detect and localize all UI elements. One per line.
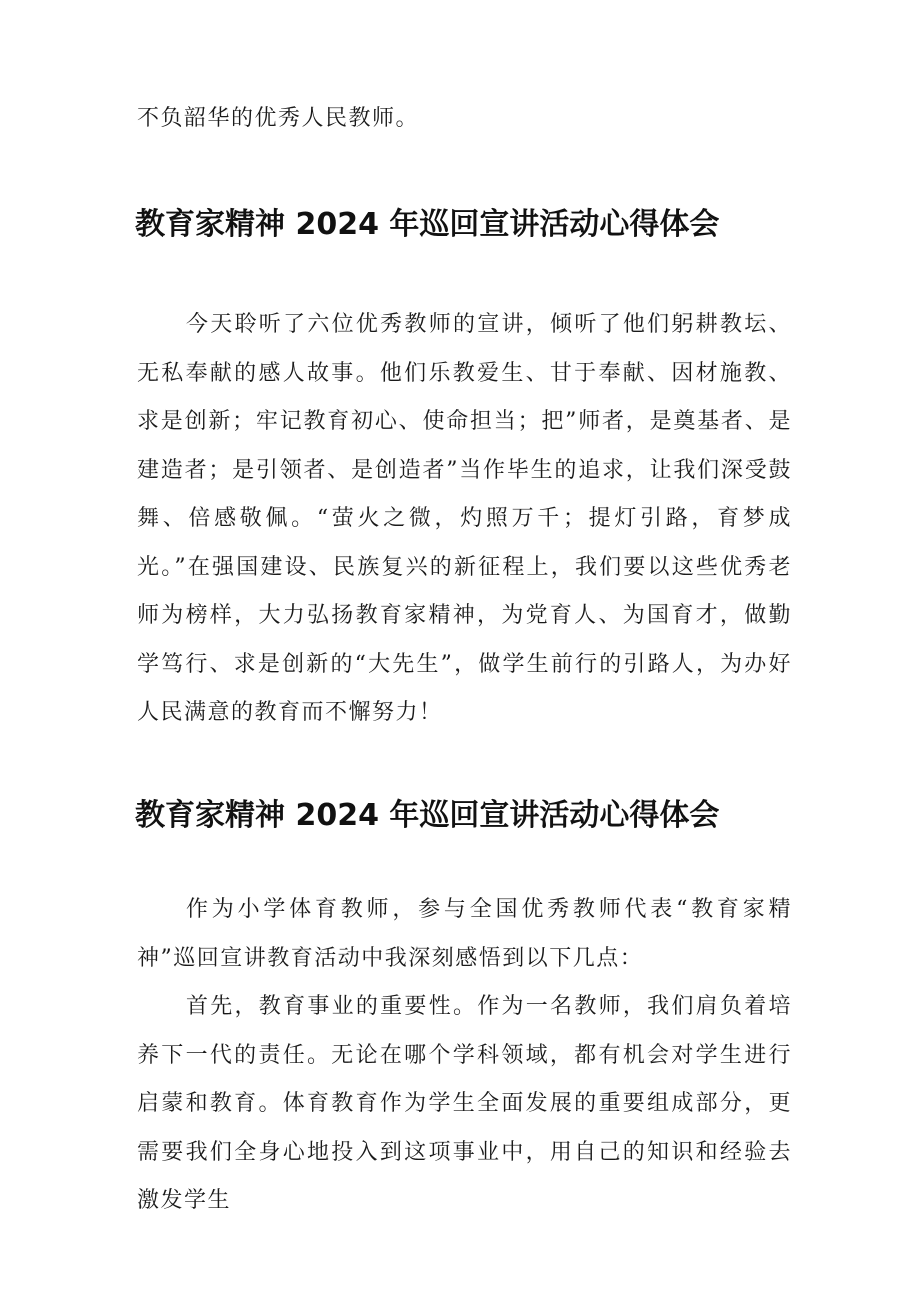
section2-paragraph-first-point: 首先，教育事业的重要性。作为一名教师，我们肩负着培养下一代的责任。无论在哪个学科领域，都有机会对学生进行启蒙和教育。体育教育作为学生全面发展的重要组成部分，更需要我们全身心地投入到这项事业中，用自己的知识和经验去激发学生 [137, 994, 792, 1213]
section1-paragraph: 今天聆听了六位优秀教师的宣讲，倾听了他们躬耕教坛、无私奉献的感人故事。他们乐教爱生、甘于奉献、因材施教、求是创新；牢记教育初心、使命担当；把”师者，是奠基者、是建造者；是引领者、是创造者”当作毕生的追求，让我们深受鼓舞、倍感敬佩。“萤火之微，灼照万千；提灯引路，育梦成光。”在强国建设、民族复兴的新征程上，我们要以这些优秀老师为榜样，大力弘扬教育家精神，为党育人、为国育才，做勤学笃行、求是创新的“大先生”，做学生前行的引路人，为办好人民满意的教育而不懈努力！ [137, 312, 792, 725]
section2-paragraph-intro: 作为小学体育教师，参与全国优秀教师代表“教育家精神”巡回宣讲教育活动中我深刻感悟到以下几点： [137, 897, 792, 971]
section1-heading: 教育家精神 2024 年巡回宣讲活动心得体会 [135, 207, 720, 242]
section2-heading: 教育家精神 2024 年巡回宣讲活动心得体会 [135, 798, 720, 833]
opening-line: 不负韶华的优秀人民教师。 [137, 106, 420, 131]
